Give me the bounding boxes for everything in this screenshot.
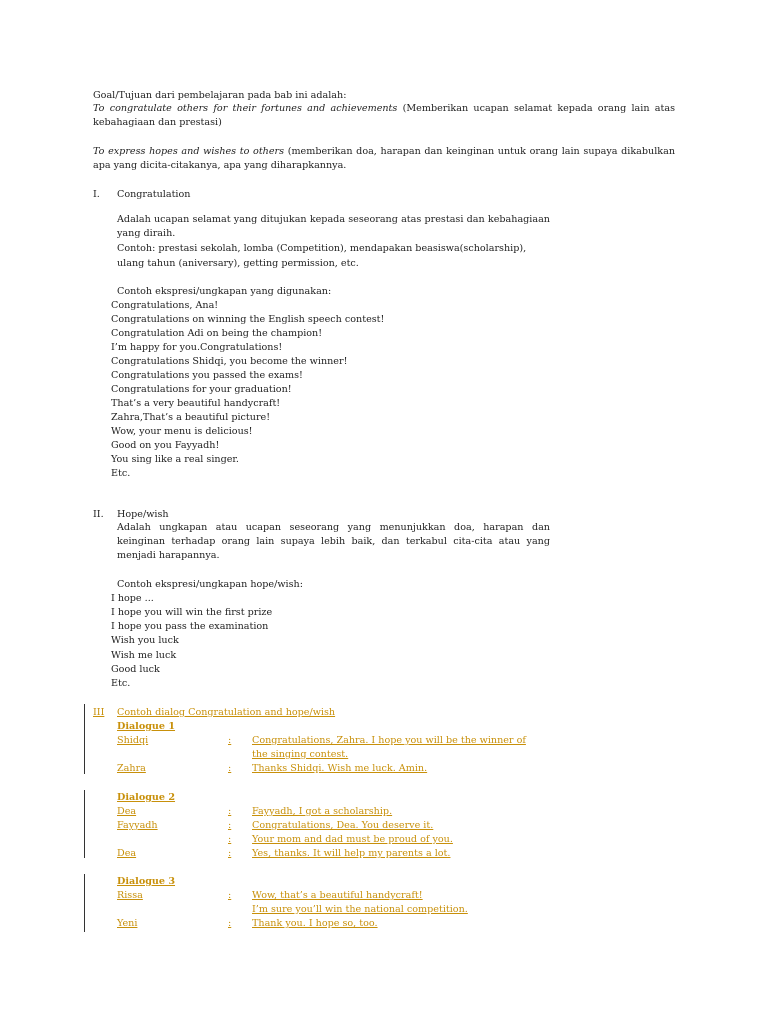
section-1-number: I. (93, 189, 100, 200)
list-item: I hope you pass the examination (111, 621, 269, 632)
goal-2-english: To express hopes and wishes to others (93, 146, 285, 157)
dialogue-colon: : (228, 834, 232, 845)
list-item: I hope you will win the first prize (111, 607, 273, 618)
section-1-definition: Adalah ucapan selamat yang ditujukan kepada seseorang atas prestasi dan kebahagiaan yang diraih. (117, 214, 550, 240)
section-1-example-2: ulang tahun (aniversary), getting permission, etc. (117, 258, 359, 269)
section-2-number: II. (93, 509, 104, 520)
dialogue-colon: : (228, 918, 232, 929)
list-item: Wow, your menu is delicious! (111, 426, 253, 437)
list-item: Wish you luck (111, 635, 179, 646)
section-3-number: III (93, 707, 105, 718)
goal-2 (93, 145, 675, 173)
goal-2-indonesian: (memberikan doa, harapan dan keinginan untuk orang lain supaya dikabulkan apa yang dicita-citakanya, apa yang diharapkannya. (93, 146, 675, 172)
dialogue-colon: : (228, 848, 232, 859)
dialogue-colon: : (228, 806, 232, 817)
goal-1-english: To congratulate others for their fortunes and achievements (93, 103, 398, 114)
dialogue-text: Your mom and dad must be proud of you. (252, 834, 453, 845)
revision-bar (84, 704, 85, 774)
section-1-expressions-heading: Contoh ekspresi/ungkapan yang digunakan: (117, 286, 332, 297)
goal-1 (93, 102, 675, 130)
list-item: Good luck (111, 664, 160, 675)
list-item: Etc. (111, 678, 131, 689)
goal-1-indonesian: (Memberikan ucapan selamat kepada orang lain atas kebahagiaan dan prestasi) (93, 103, 675, 129)
dialogue-speaker: Rissa (117, 890, 143, 901)
dialogue-2-title: Dialogue 2 (117, 792, 176, 803)
dialogue-1-title: Dialogue 1 (117, 721, 176, 732)
dialogue-speaker: Zahra (117, 763, 146, 774)
list-item: Congratulations, Ana! (111, 300, 219, 311)
list-item: Wish me luck (111, 650, 177, 661)
revision-bar (84, 790, 85, 858)
dialogue-3-title: Dialogue 3 (117, 876, 176, 887)
list-item: Congratulations you passed the exams! (111, 370, 303, 381)
dialogue-speaker: Dea (117, 848, 137, 859)
section-2-title: Hope/wish (117, 509, 169, 520)
dialogue-colon: : (228, 890, 232, 901)
dialogue-text: Thanks Shidqi. Wish me luck. Amin. (252, 763, 428, 774)
revision-bar (84, 874, 85, 932)
list-item: Congratulations on winning the English speech contest! (111, 314, 385, 325)
dialogue-text: the singing contest. (252, 749, 349, 760)
goal-heading: Goal/Tujuan dari pembelajaran pada bab ini adalah: (93, 90, 347, 101)
dialogue-speaker: Fayyadh (117, 820, 158, 831)
list-item: I’m happy for you.Congratulations! (111, 342, 283, 353)
dialogue-speaker: Yeni (117, 918, 138, 929)
list-item: That’s a very beautiful handycraft! (111, 398, 281, 409)
list-item: I hope ... (111, 593, 154, 604)
list-item: Congratulations Shidqi, you become the winner! (111, 356, 348, 367)
list-item: Zahra,That’s a beautiful picture! (111, 412, 271, 423)
dialogue-text: Fayyadh, I got a scholarship. (252, 806, 393, 817)
section-2-definition: Adalah ungkapan atau ucapan seseorang yang menunjukkan doa, harapan dan keinginan terhadap orang lain supaya lebih baik, dan terkabul cita-cita atau yang menjadi harapannya. (117, 522, 550, 562)
list-item: Etc. (111, 468, 131, 479)
section-2-expressions-heading: Contoh ekspresi/ungkapan hope/wish: (117, 579, 303, 590)
section-1-title: Congratulation (117, 189, 191, 200)
dialogue-colon: : (228, 735, 232, 746)
list-item: Congratulations for your graduation! (111, 384, 292, 395)
dialogue-speaker: Shidqi (117, 735, 149, 746)
dialogue-colon: : (228, 763, 232, 774)
dialogue-colon: : (228, 820, 232, 831)
dialogue-text: Congratulations, Zahra. I hope you will be the winner of (252, 735, 526, 746)
dialogue-speaker: Dea (117, 806, 137, 817)
dialogue-text: Wow, that’s a beautiful handycraft! (252, 890, 423, 901)
dialogue-text: Thank you. I hope so, too. (252, 918, 378, 929)
list-item: Good on you Fayyadh! (111, 440, 220, 451)
section-3-title: Contoh dialog Congratulation and hope/wish (117, 707, 336, 718)
dialogue-text: Congratulations, Dea. You deserve it. (252, 820, 434, 831)
dialogue-text: I’m sure you’ll win the national competition. (252, 904, 468, 915)
list-item: You sing like a real singer. (111, 454, 239, 465)
dialogue-text: Yes, thanks. It will help my parents a lot. (252, 848, 451, 859)
list-item: Congratulation Adi on being the champion! (111, 328, 323, 339)
section-1-example-1: Contoh: prestasi sekolah, lomba (Competition), mendapakan beasiswa(scholarship), (117, 243, 527, 254)
